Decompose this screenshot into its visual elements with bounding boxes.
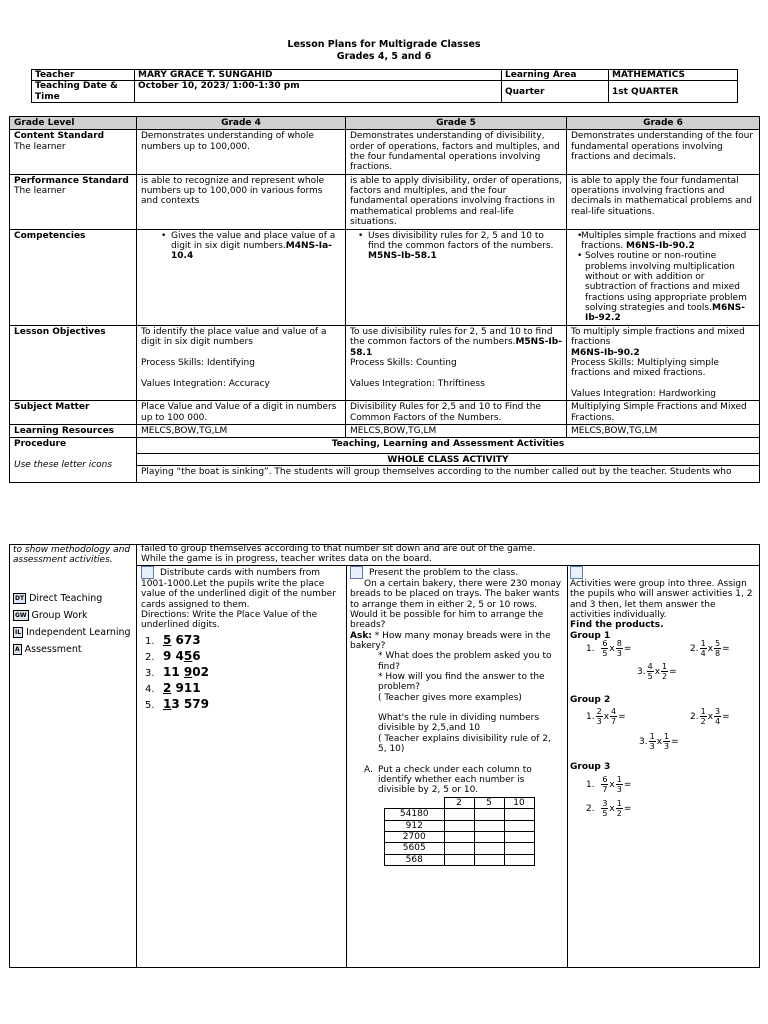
check-cell[interactable] bbox=[474, 843, 504, 854]
performance-standard-g5: is able to apply divisibility, order of operations, factors and multiples, and the four fundamental operations involving fractions in mathematical problems and real-life situations. bbox=[346, 174, 567, 229]
content-standard-g4: Demonstrates understanding of whole numbers up to 100,000. bbox=[137, 130, 346, 174]
subject-matter-g4: Place Value and Value of a digit in numbers up to 100 000. bbox=[137, 401, 346, 425]
learning-resources-label: Learning Resources bbox=[10, 424, 137, 437]
learning-area-label: Learning Area bbox=[502, 70, 609, 81]
table-header: 5 bbox=[474, 798, 504, 809]
performance-standard-g4: is able to recognize and represent whole numbers up to 100,000 in various forms and contexts bbox=[137, 174, 346, 229]
lesson-grid bbox=[9, 116, 760, 483]
table-cell: 2700 bbox=[385, 832, 445, 843]
g6-problem: 1. $\frac{6}{7}$ x $\frac{1}{3}$ = bbox=[586, 775, 632, 794]
learning-resources-g4: MELCS,BOW,TG,LM bbox=[137, 424, 346, 437]
table-cell: 912 bbox=[385, 820, 445, 831]
teacher-label: Teacher bbox=[32, 70, 135, 81]
competencies-g5: • Uses divisibility rules for 2, 5 and 10 to find the common factors of the numbers. M5NS-Ib-58.1 bbox=[346, 229, 567, 325]
a-icon: A bbox=[15, 646, 20, 653]
dt-icon: DT bbox=[15, 595, 25, 602]
legend-assessment: A Assessment bbox=[15, 644, 82, 655]
check-cell[interactable] bbox=[474, 854, 504, 865]
teacher-value: MARY GRACE T. SUNGAHID bbox=[135, 70, 502, 81]
table-cell: 54180 bbox=[385, 809, 445, 820]
col-grade-6: Grade 6 bbox=[567, 117, 760, 130]
g6-problem: 2. $\frac{3}{5}$ x $\frac{1}{2}$ = bbox=[586, 799, 632, 818]
performance-standard-label: Performance Standard The learner bbox=[10, 174, 137, 229]
objectives-label: Lesson Objectives bbox=[10, 325, 137, 400]
check-cell[interactable] bbox=[474, 809, 504, 820]
check-cell[interactable] bbox=[504, 854, 534, 865]
learning-area-value: MATHEMATICS bbox=[609, 70, 738, 81]
check-cell[interactable] bbox=[474, 832, 504, 843]
quarter-value: 1st QUARTER bbox=[609, 81, 738, 103]
table-header: 2 bbox=[444, 798, 474, 809]
g6-activity: Activities were group into three. Assign the pupils who will answer activities 1, 2 and 3 then, let them answer the activities individually. Find the products. Group 1 bbox=[570, 566, 758, 641]
divisibility-table bbox=[384, 797, 535, 866]
content-standard-g5: Demonstrates understanding of divisibility, order of operations, factors and multiples, and the four fundamental operations involving fractions. bbox=[346, 130, 567, 174]
divider bbox=[346, 565, 347, 968]
content-standard-label: Content Standard The learner bbox=[10, 130, 137, 174]
activity-icon-box bbox=[570, 566, 583, 579]
procedure-header: Teaching, Learning and Assessment Activities bbox=[137, 438, 760, 453]
g4-activity: Distribute cards with numbers from 1001-1000.Let the pupils write the place value of the underlined digit of the number cards assigned to them. Directions: Write the Place Value of the underlined digits. 1. 5 673 2. 9 456 3. 11 902 4. 2 911 5. 13 579 bbox=[141, 566, 343, 713]
g6-problem: 3. $\frac{4}{5}$ x $\frac{1}{2}$ = bbox=[637, 662, 677, 681]
table-row bbox=[385, 854, 535, 865]
list-item: 1. 5 673 bbox=[145, 632, 201, 647]
whole-class-activity: WHOLE CLASS ACTIVITY Playing “the boat is sinking”. The students will group themselves according to the number called out by the teacher. Students who bbox=[137, 453, 760, 483]
check-cell[interactable] bbox=[504, 809, 534, 820]
competencies-label: Competencies bbox=[10, 229, 137, 325]
check-cell[interactable] bbox=[444, 809, 474, 820]
col-grade-level: Grade Level bbox=[10, 117, 137, 130]
divider bbox=[567, 565, 568, 968]
check-cell[interactable] bbox=[504, 820, 534, 831]
check-cell[interactable] bbox=[504, 843, 534, 854]
check-cell[interactable] bbox=[474, 820, 504, 831]
objectives-g6: To multiply simple fractions and mixed fractions M6NS-Ib-90.2 Process Skills: Multiplying simple fractions and mixed fractions. Values Integration: Hardworking bbox=[567, 325, 760, 400]
legend-group-work: GW Group Work bbox=[15, 610, 88, 621]
header-info-table bbox=[31, 69, 738, 103]
subject-matter-label: Subject Matter bbox=[10, 401, 137, 425]
icon-legend bbox=[13, 590, 135, 658]
check-cell[interactable] bbox=[444, 843, 474, 854]
performance-standard-g6: is able to apply the four fundamental operations involving fractions and decimals in mathematical problems and real-life situations. bbox=[567, 174, 760, 229]
check-cell[interactable] bbox=[444, 820, 474, 831]
divider bbox=[136, 544, 137, 968]
list-item: 4. 2 911 bbox=[145, 680, 201, 695]
objectives-g4: To identify the place value and value of a digit in six digit numbers Process Skills: Identifying Values Integration: Accuracy bbox=[137, 325, 346, 400]
competencies-g4: • Gives the value and place value of a digit in six digit numbers.M4NS-Ia-10.4 bbox=[137, 229, 346, 325]
activity-icon-box bbox=[141, 566, 154, 579]
group2-label: Group 2 bbox=[570, 695, 611, 705]
table-row bbox=[385, 820, 535, 831]
col-grade-4: Grade 4 bbox=[137, 117, 346, 130]
page-subtitle: Grades 4, 5 and 6 bbox=[336, 51, 432, 62]
list-item: 5. 13 579 bbox=[145, 696, 209, 711]
legend-independent-learning: IL Independent Learning bbox=[15, 627, 131, 638]
g6-problem: 1. $\frac{2}{3}$ x $\frac{4}{7}$ = bbox=[586, 707, 626, 726]
g6-problem: 3. $\frac{1}{3}$ x $\frac{1}{3}$ = bbox=[639, 732, 679, 751]
table-header-row bbox=[385, 798, 535, 809]
date-label: Teaching Date & Time bbox=[32, 81, 135, 103]
table-cell: 568 bbox=[385, 854, 445, 865]
g6-problem: 2. $\frac{1}{2}$ x $\frac{3}{4}$ = bbox=[690, 707, 730, 726]
col-grade-5: Grade 5 bbox=[346, 117, 567, 130]
table-header: 10 bbox=[504, 798, 534, 809]
subject-matter-g6: Multiplying Simple Fractions and Mixed Fractions. bbox=[567, 401, 760, 425]
il-icon: IL bbox=[15, 629, 22, 636]
quarter-label: Quarter bbox=[502, 81, 609, 103]
procedure-label: Procedure Use these letter icons bbox=[10, 438, 137, 483]
learning-resources-g5: MELCS,BOW,TG,LM bbox=[346, 424, 567, 437]
whole-class-cont: failed to group themselves according to that number sit down and are out of the game. While the game is in progress, teacher writes data on the board. bbox=[141, 544, 536, 565]
g4-number-list bbox=[145, 633, 343, 713]
table-header bbox=[385, 798, 445, 809]
legend-direct-teaching: DT Direct Teaching bbox=[15, 593, 103, 604]
list-item: 3. 11 902 bbox=[145, 664, 209, 679]
procedure-note-cont: to show methodology and assessment activities. bbox=[13, 545, 131, 566]
page-title: Lesson Plans for Multigrade Classes bbox=[287, 39, 481, 50]
activity-icon-box bbox=[350, 566, 363, 579]
check-cell[interactable] bbox=[444, 854, 474, 865]
g6-problem: 1. $\frac{6}{5}$ x $\frac{8}{3}$ = bbox=[586, 639, 632, 658]
learning-resources-g6: MELCS,BOW,TG,LM bbox=[567, 424, 760, 437]
g5-activity: Present the problem to the class. On a certain bakery, there were 230 monay breads to be placed on trays. The baker wants to arrange them in either 2, 5 or 10 rows. Would it be possible for him to arrange the breads? Ask: * How many monay breads were in the bakery? * What does the problem asked you to find? * How will you find the answer to the problem? ( Teacher gives more examples) What's the rule in dividing numbers divisible by 2,5,and 10 ( Teacher explains divisibility rule of 2, 5, 10) A. Put a check under each column to identify whether each number is divisible by 2, 5 or 10. bbox=[350, 568, 562, 796]
content-standard-g6: Demonstrates understanding of the four fundamental operations involving fractions and decimals. bbox=[567, 130, 760, 174]
competencies-g6: • Multiples simple fractions and mixed fractions. M6NS-Ib-90.2 • Solves routine or non-routine problems involving multiplication without or with addition or subtraction of fractions and mixed fractions using appropriate problem solving strategies and tools.M6NS-Ib-92.2 bbox=[567, 229, 760, 325]
table-row bbox=[385, 809, 535, 820]
table-row bbox=[385, 832, 535, 843]
subject-matter-g5: Divisibility Rules for 2,5 and 10 to Find the Common Factors of the Numbers. bbox=[346, 401, 567, 425]
gw-icon: GW bbox=[15, 612, 27, 619]
list-item: 2. 9 456 bbox=[145, 648, 201, 663]
objectives-g5: To use divisibility rules for 2, 5 and 10 to find the common factors of the numbers.M5NS-Ib-58.1 Process Skills: Counting Values Integration: Thriftiness bbox=[346, 325, 567, 400]
date-value: October 10, 2023/ 1:00-1:30 pm bbox=[135, 81, 502, 103]
check-cell[interactable] bbox=[504, 832, 534, 843]
table-row bbox=[385, 843, 535, 854]
g6-problem: 2. $\frac{1}{4}$ x $\frac{5}{8}$ = bbox=[690, 639, 730, 658]
table-cell: 5605 bbox=[385, 843, 445, 854]
check-cell[interactable] bbox=[444, 832, 474, 843]
group3-label: Group 3 bbox=[570, 762, 611, 772]
